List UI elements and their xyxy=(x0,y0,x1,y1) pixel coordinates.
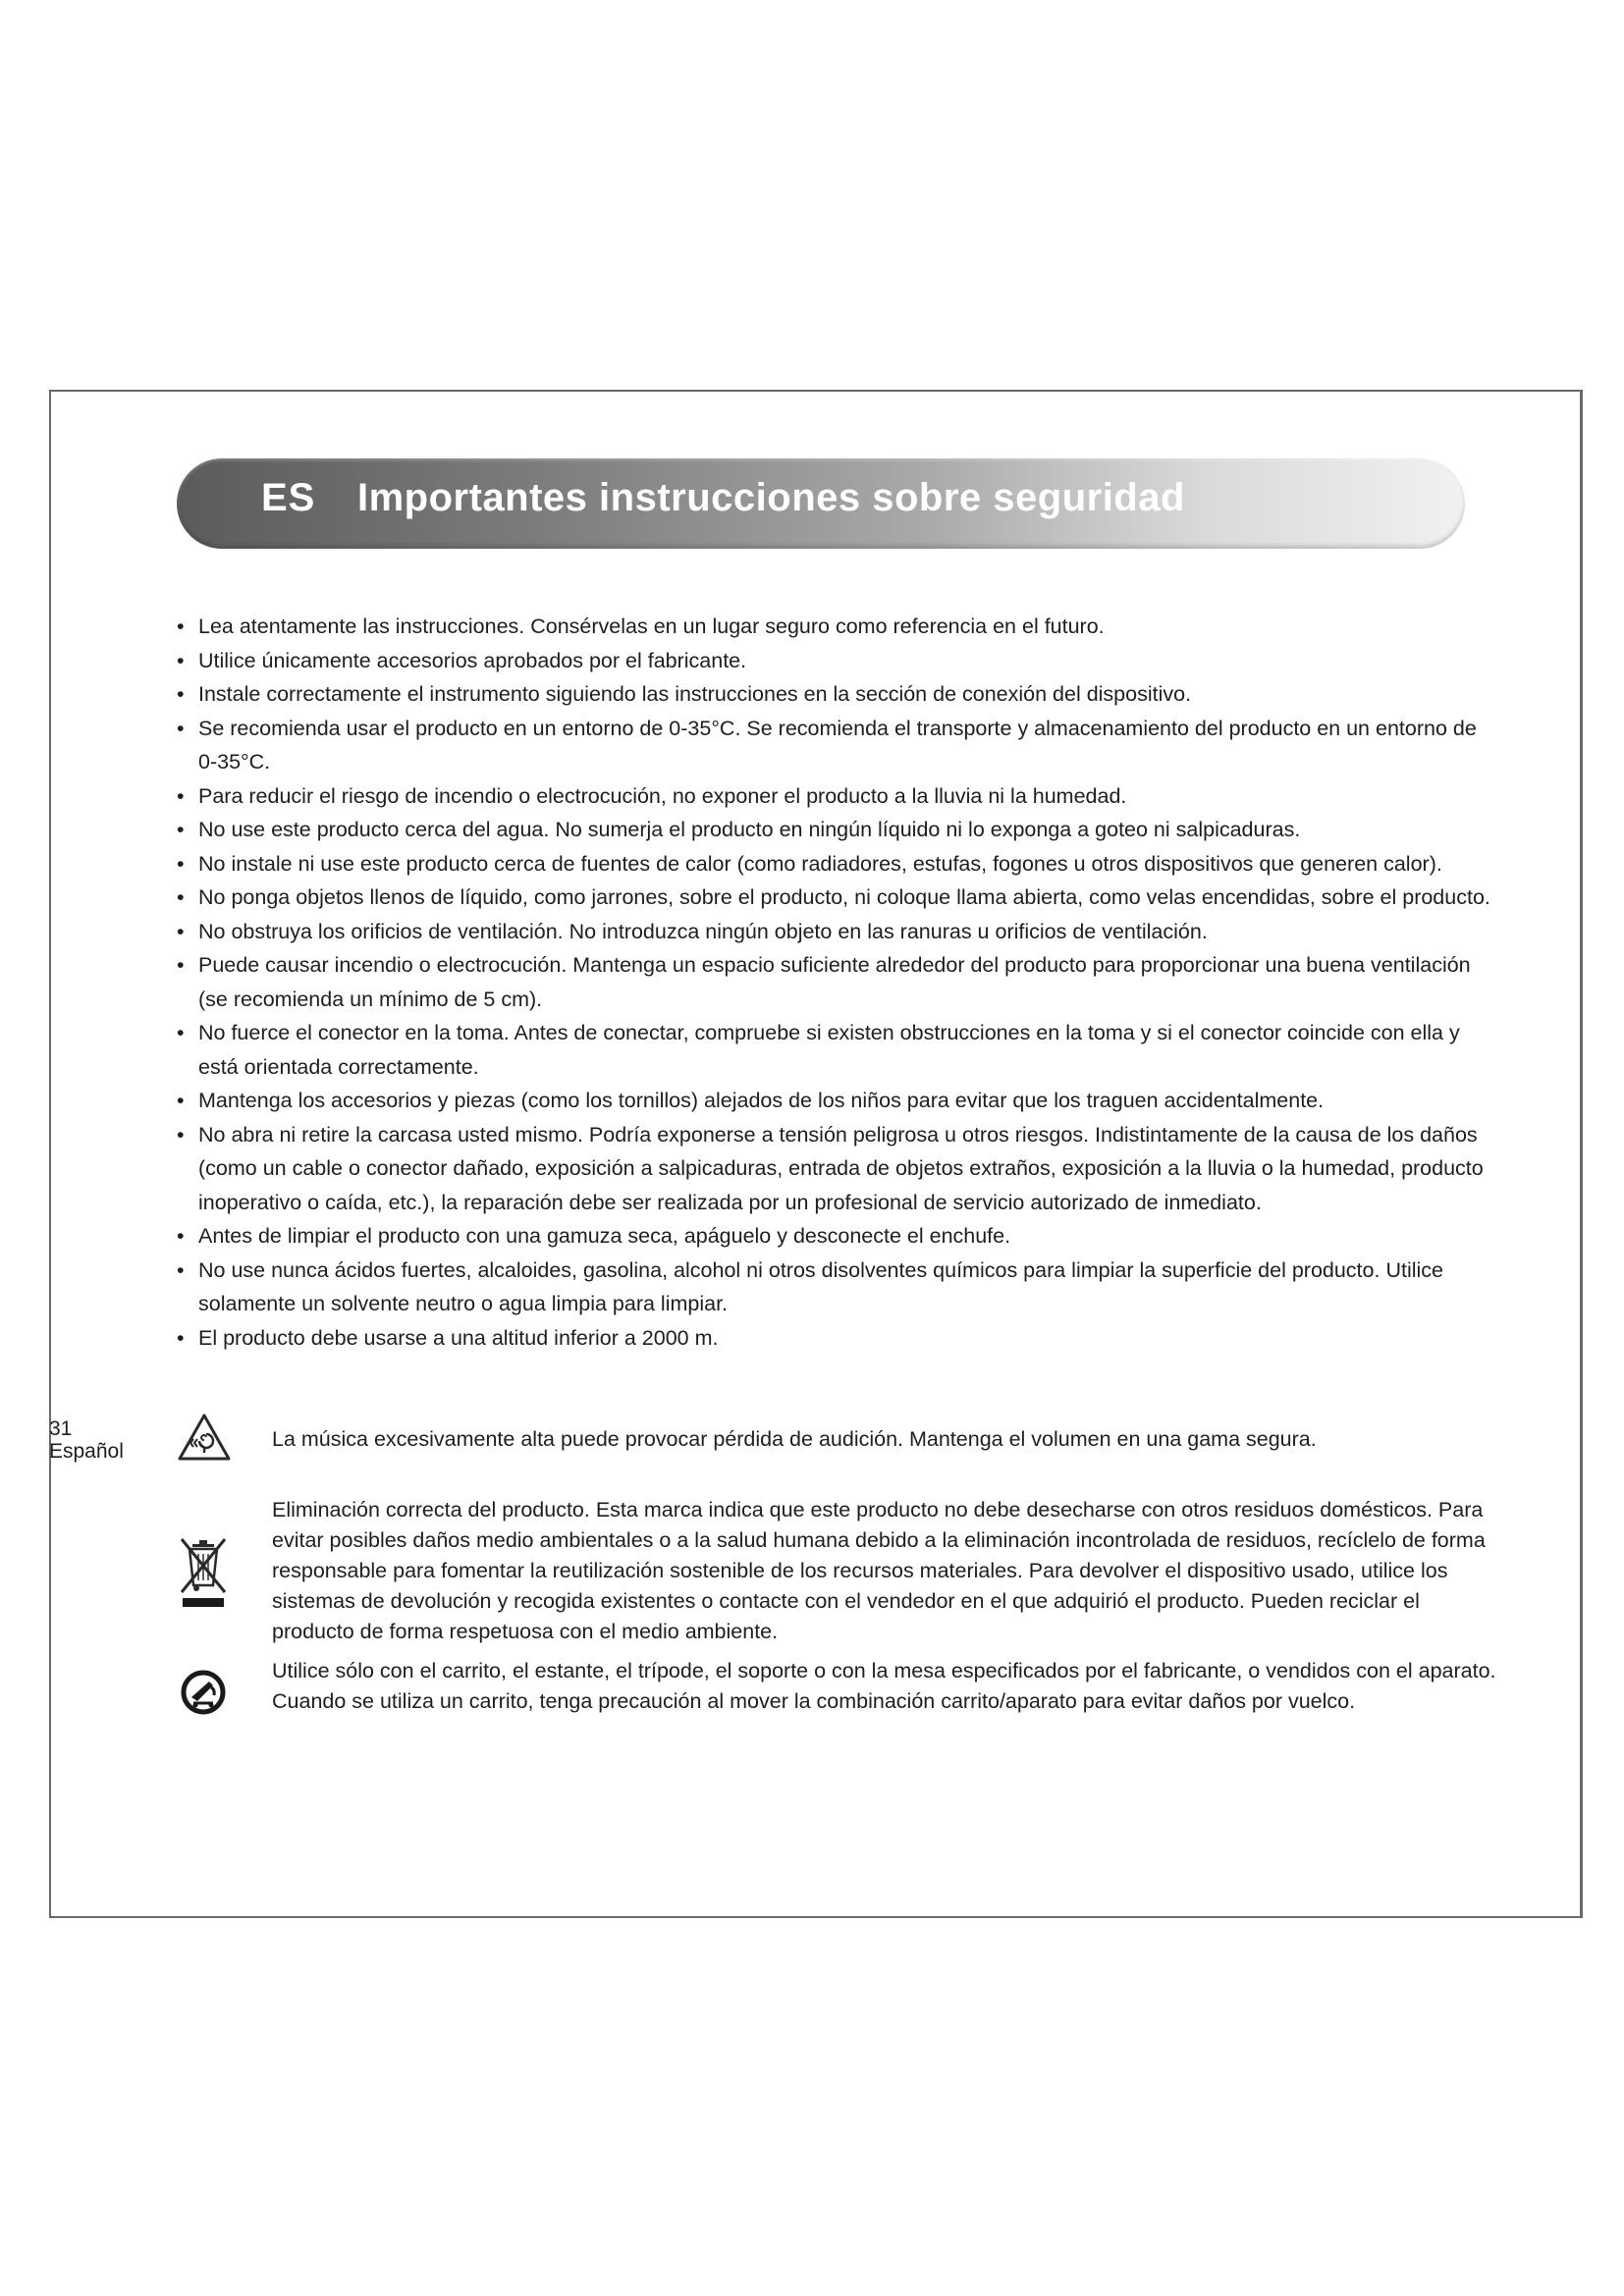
list-item: • No use nunca ácidos fuertes, alcaloides, gasolina, alcohol ni otros disolventes químicos para limpiar la superficie del producto. Utilice solamente un solvente neutro o agua limpia para limpiar. xyxy=(177,1254,1492,1321)
hearing-warning-icon xyxy=(177,1413,232,1462)
footer-language: Español xyxy=(49,1440,124,1463)
cart-notice-text: Utilice sólo con el carrito, el estante, el trípode, el soporte o con la mesa especificados por el fabricante, o vendidos con el aparato. Cuando se utiliza un carrito, tenga precaución al mover la combinación carrito/aparato para evitar daños por vuelco. xyxy=(272,1659,1496,1713)
list-item: • Puede causar incendio o electrocución. Mantenga un espacio suficiente alrededor del producto para proporcionar una buena ventilación (se recomienda un mínimo de 5 cm). xyxy=(177,948,1492,1016)
list-item: • No use este producto cerca del agua. No sumerja el producto en ningún líquido ni lo exponga a goteo ni salpicaduras. xyxy=(177,813,1492,847)
list-item: • Para reducir el riesgo de incendio o electrocución, no exponer el producto a la lluvia ni la humedad. xyxy=(177,779,1492,814)
weee-crossed-bin-icon xyxy=(179,1536,228,1609)
language-code: ES xyxy=(261,476,316,519)
list-item: • Instale correctamente el instrumento siguiendo las instrucciones en la sección de conexión del dispositivo. xyxy=(177,677,1492,712)
list-item: • No ponga objetos llenos de líquido, como jarrones, sobre el producto, ni coloque llama abierta, como velas encendidas, sobre el producto. xyxy=(177,881,1492,915)
disposal-notice-text: Eliminación correcta del producto. Esta marca indica que este producto no debe desecharse con otros residuos domésticos. Para evitar posibles daños medio ambientales o a la salud humana debido a la eliminación incontrolada de residuos, recíclelo de forma responsable para fomentar la reutilización sostenible de los recursos materiales. Para devolver el dispositivo usado, utilice los sistemas de devolución y recogida existentes o contacte con el vendedor en el que adquirió el producto. Pueden reciclar el producto de forma respetuosa con el medio ambiente. xyxy=(272,1498,1486,1643)
page-title: Importantes instrucciones sobre seguridad xyxy=(357,476,1185,519)
page-number: 31 xyxy=(49,1417,73,1440)
list-item: • Lea atentamente las instrucciones. Consérvelas en un lugar seguro como referencia en el futuro. xyxy=(177,610,1492,644)
list-item: • No abra ni retire la carcasa usted mismo. Podría exponerse a tensión peligrosa u otros riesgos. Indistintamente de la causa de los daños (como un cable o conector dañado, exposición a salpicaduras, entrada de objetos extraños, exposición a la lluvia o la humedad, producto inoperativo o caída, etc.), la reparación debe ser realizada por un profesional de servicio autorizado de inmediato. xyxy=(177,1118,1492,1220)
list-item: • No fuerce el conector en la toma. Antes de conectar, compruebe si existen obstrucciones en la toma y si el conector coincide con ella y está orientada correctamente. xyxy=(177,1016,1492,1084)
page-frame xyxy=(49,390,1583,1918)
list-item: • No obstruya los orificios de ventilación. No introduzca ningún objeto en las ranuras u orificios de ventilación. xyxy=(177,915,1492,949)
list-item: • El producto debe usarse a una altitud inferior a 2000 m. xyxy=(177,1321,1492,1356)
safety-instructions-list xyxy=(177,610,1492,1355)
list-item: • Utilice únicamente accesorios aprobados por el fabricante. xyxy=(177,644,1492,678)
hearing-notice-text: La música excesivamente alta puede provocar pérdida de audición. Mantenga el volumen en una gama segura. xyxy=(272,1427,1317,1451)
cart-tipover-warning-icon xyxy=(180,1668,227,1717)
section-header-banner xyxy=(177,458,1465,549)
list-item: • Mantenga los accesorios y piezas (como los tornillos) alejados de los niños para evitar que los traguen accidentalmente. xyxy=(177,1084,1492,1118)
list-item: • No instale ni use este producto cerca de fuentes de calor (como radiadores, estufas, fogones u otros dispositivos que generen calor). xyxy=(177,847,1492,881)
list-item: • Antes de limpiar el producto con una gamuza seca, apáguelo y desconecte el enchufe. xyxy=(177,1219,1492,1254)
list-item: • Se recomienda usar el producto en un entorno de 0-35°C. Se recomienda el transporte y almacenamiento del producto en un entorno de 0-35°C. xyxy=(177,712,1492,779)
